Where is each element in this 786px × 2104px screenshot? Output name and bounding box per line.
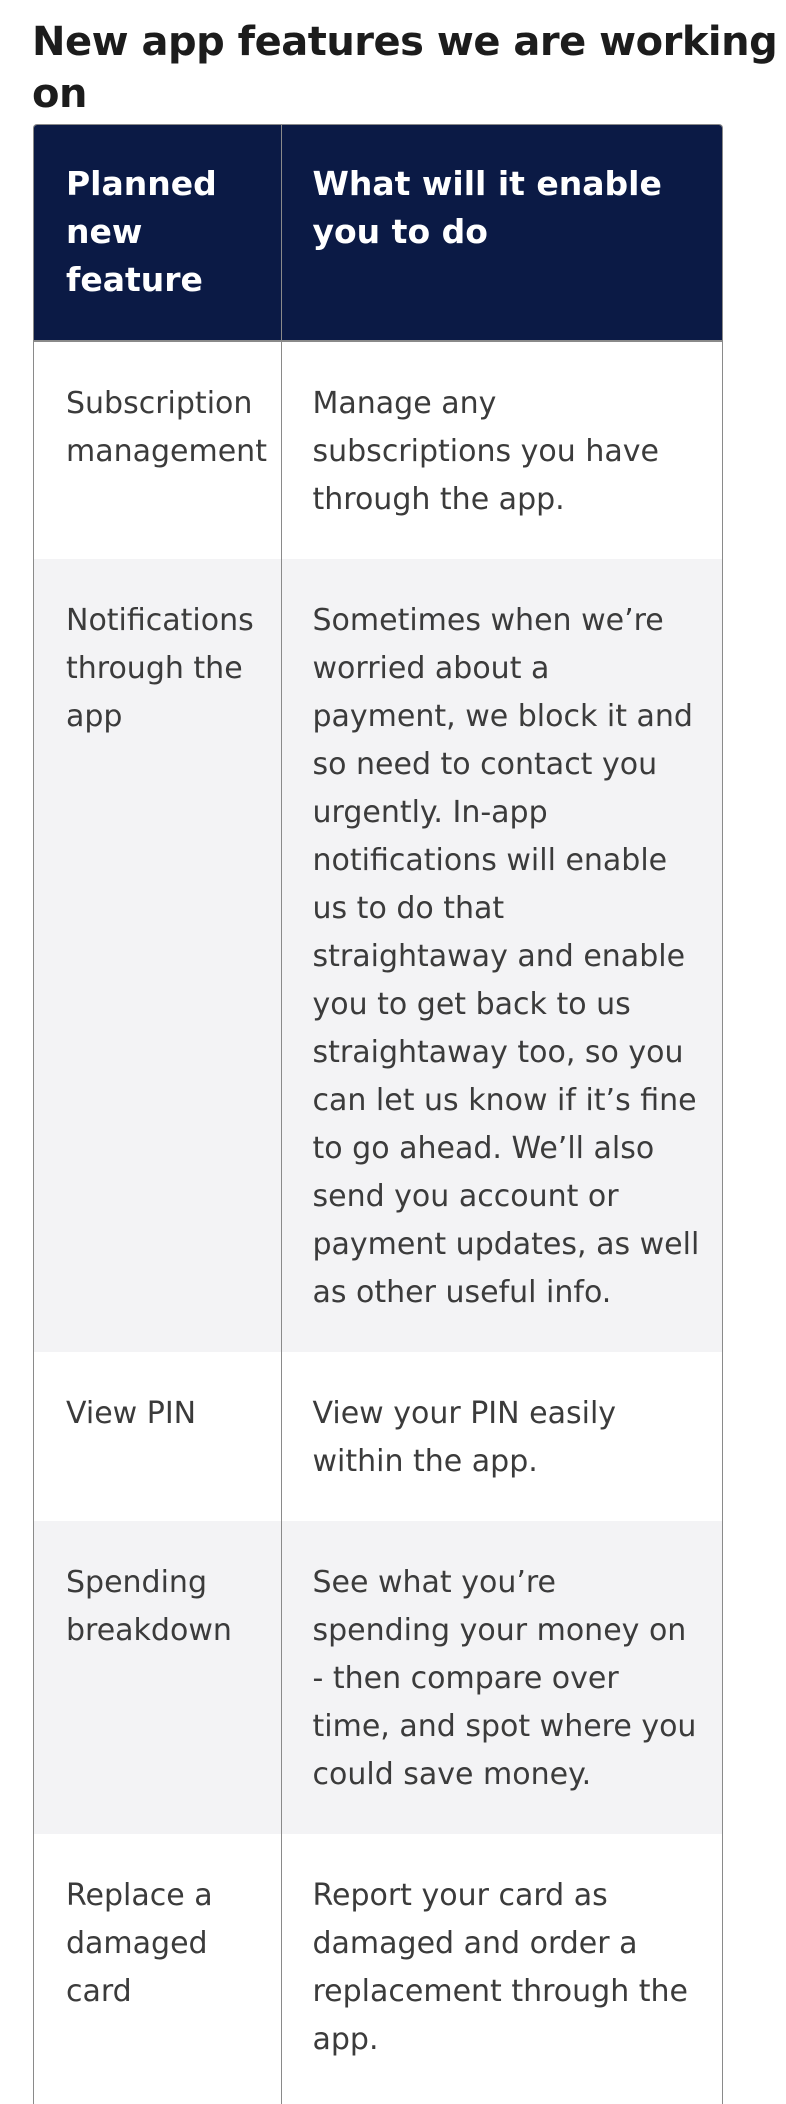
description-cell: See what you’re spending your money on - then compare over time, and spot where you could save money.	[281, 1521, 722, 1834]
description-cell: Report your card as damaged and order a replacement through the app.	[281, 1834, 722, 2104]
header-planned-feature: Planned new feature	[34, 125, 281, 341]
features-table	[34, 125, 722, 2104]
description-cell: Sometimes when we’re worried about a payment, we block it and so need to contact you urgently. In-app notifications will enable us to do that straightaway and enable you to get back to us straightaway too, so you can let us know if it’s fine to go ahead. We’ll also send you account or payment updates, as well as other useful info.	[281, 559, 722, 1352]
feature-cell: Notifications through the app	[34, 559, 281, 1352]
table-row	[34, 559, 722, 1352]
table-header	[34, 125, 722, 341]
table-row	[34, 1521, 722, 1834]
description-cell: Manage any subscriptions you have through the app.	[281, 341, 722, 559]
header-row	[34, 125, 722, 341]
header-what-it-enables: What will it enable you to do	[281, 125, 722, 341]
feature-cell: Replace a damaged card	[66, 1878, 213, 2009]
feature-cell: View PIN	[66, 1396, 197, 1431]
feature-cell: Subscription management	[66, 386, 267, 469]
description-cell: View your PIN easily within the app.	[281, 1352, 722, 1521]
page-title: New app features we are working on	[32, 19, 778, 117]
table-row	[34, 1352, 722, 1521]
feature-cell: Spending breakdown	[34, 1521, 281, 1834]
table-body	[34, 341, 722, 2104]
table-row	[34, 1834, 722, 2104]
features-table-container	[33, 124, 723, 2104]
table-row	[34, 341, 722, 559]
